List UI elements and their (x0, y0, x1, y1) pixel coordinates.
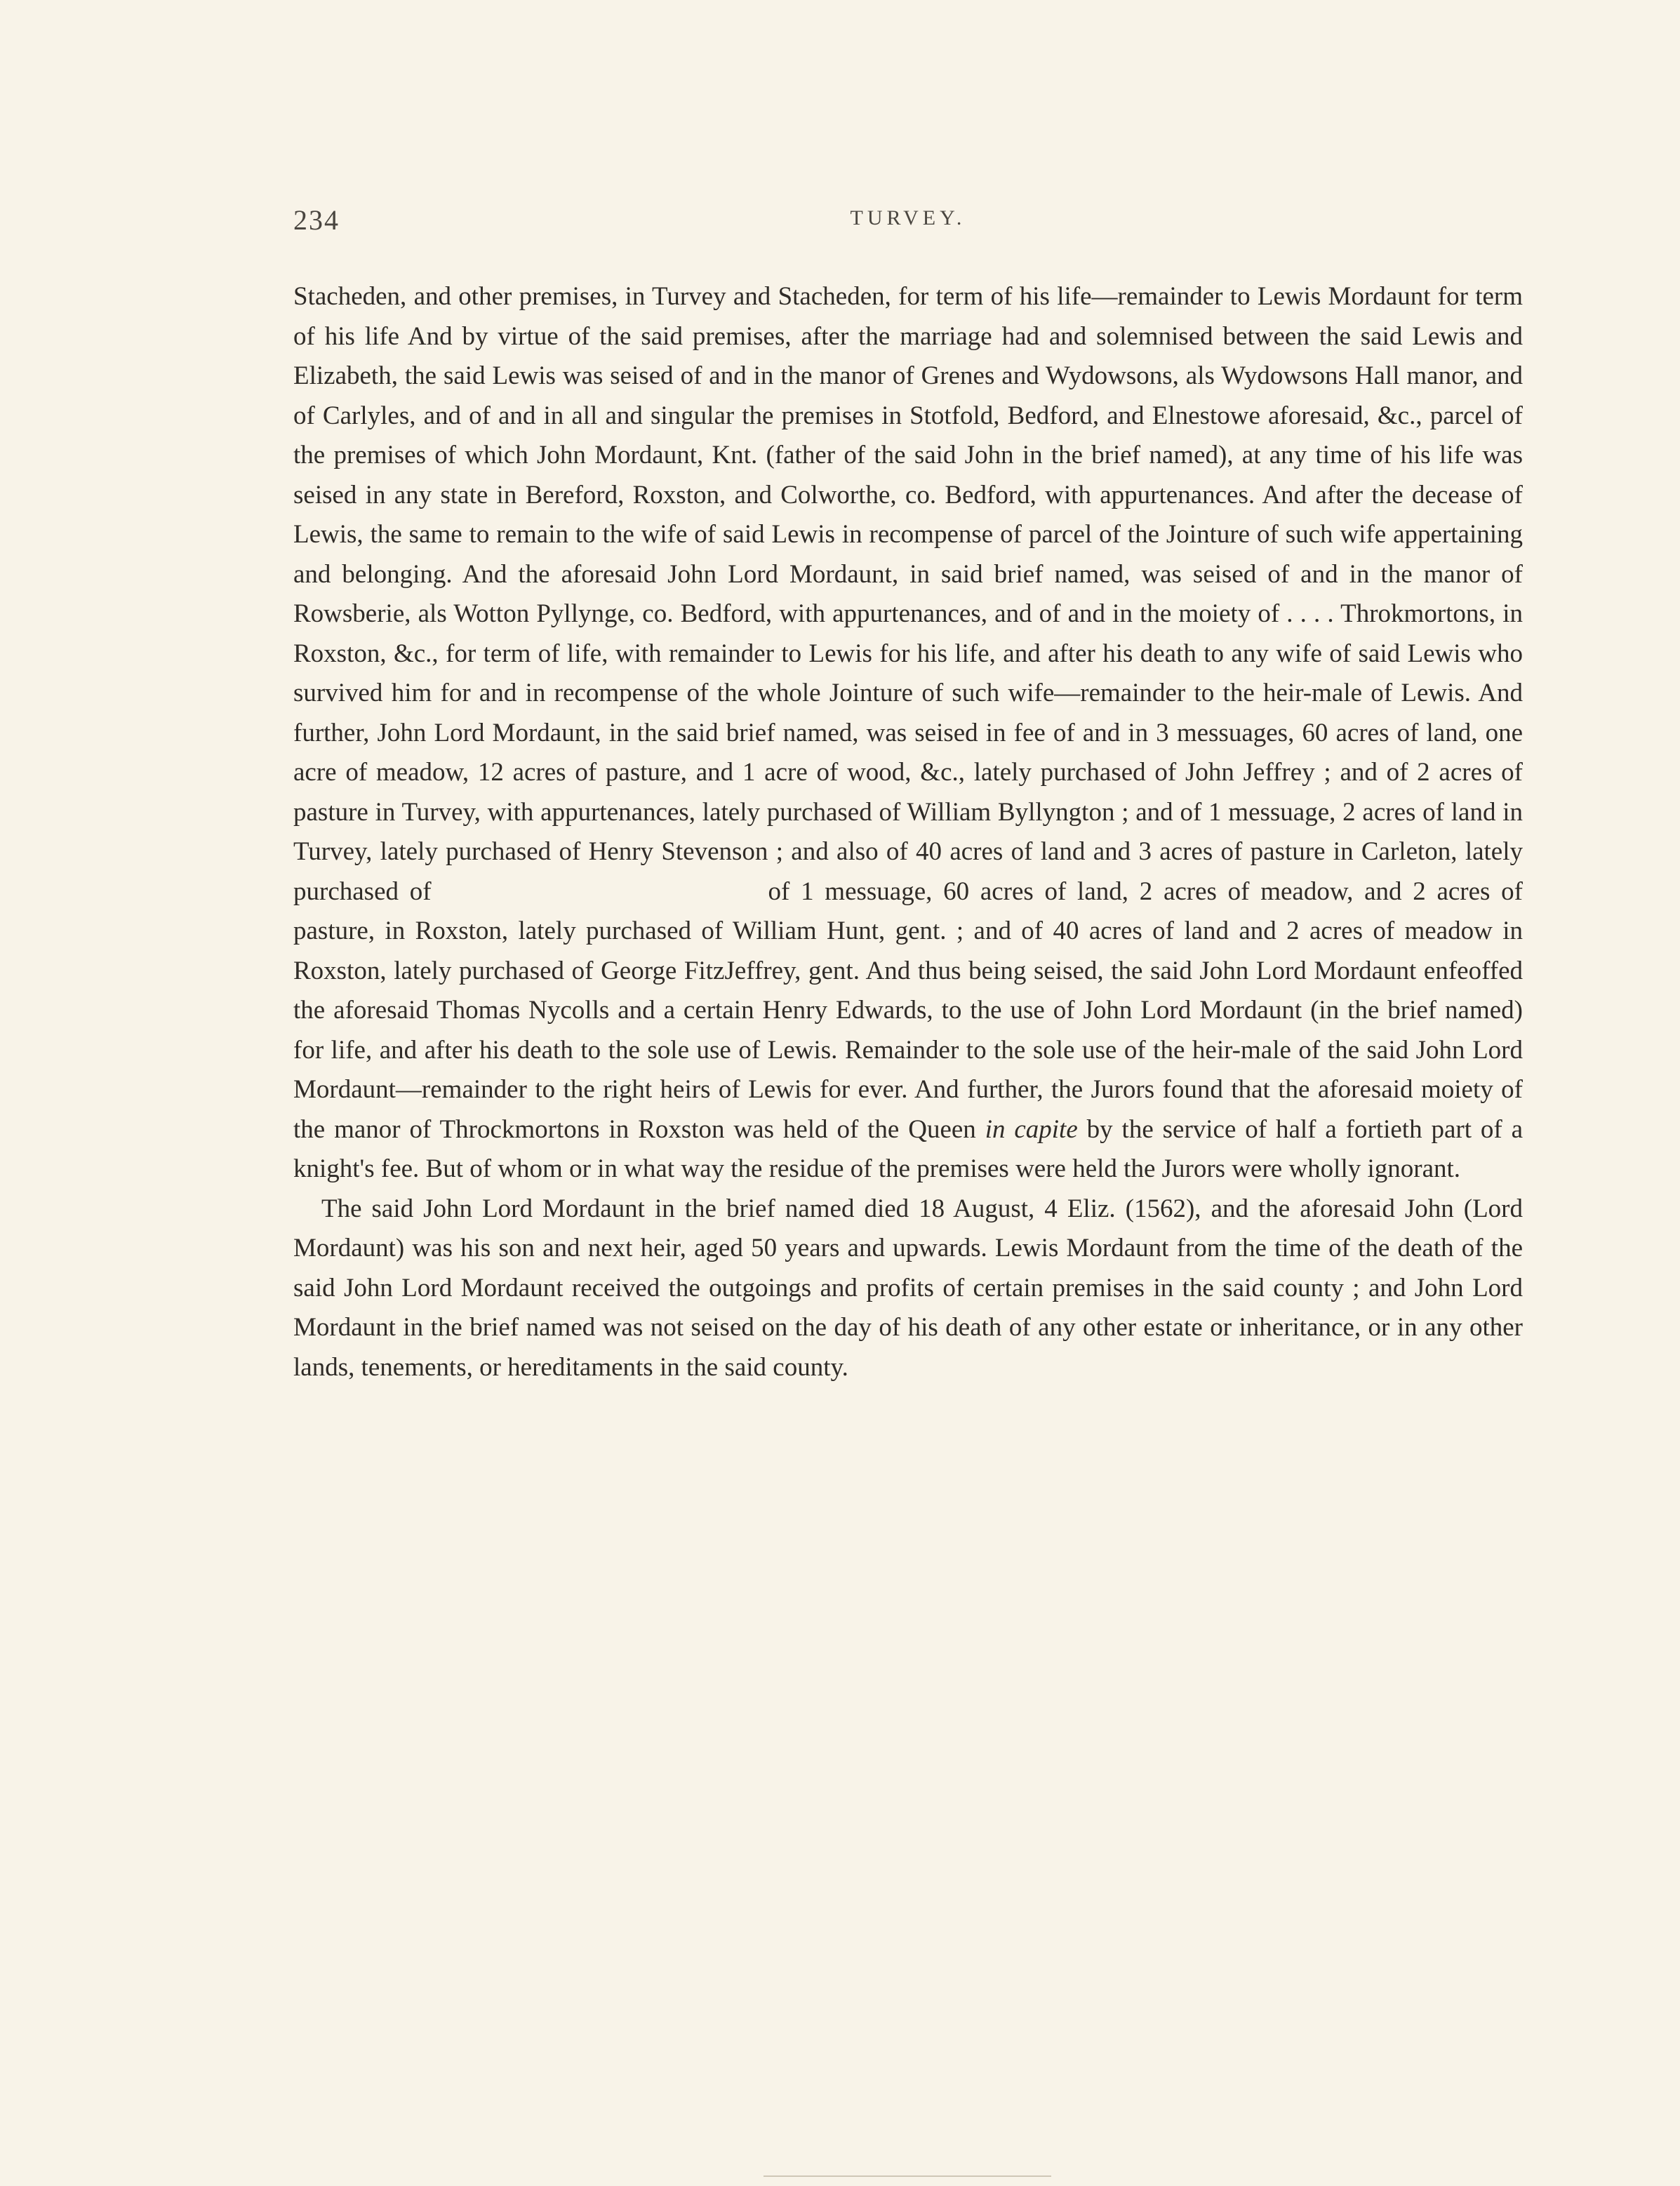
body-text (293, 277, 1523, 1387)
paragraph-1-part-2: of 1 messuage, 60 acres of land, 2 acres of meadow, and 2 acres of pasture, in Roxston, lately purchased of William Hunt, gent. ; and of 40 acres of land and 2 acres of meadow in Roxston, lately purchased of George FitzJeffrey, gent. And thus being seised, the said John Lord Mordaunt enfeoffed the aforesaid Thomas Nycolls and a certain Henry Edwards, to the use of John Lord Mordaunt (in the brief named) for life, and after his death to the sole use of Lewis. Remainder to the sole use of the heir-male of the said John Lord Mordaunt—remainder to the right heirs of Lewis for ever. And further, the Jurors found that the aforesaid moiety of the manor of Throckmortons in Roxston was held of the Queen (293, 877, 1523, 1144)
running-title: TURVEY. (850, 206, 966, 229)
paragraph-1-part-1: Stacheden, and other premises, in Turvey and Stacheden, for term of his life—remainder to Lewis Mordaunt for term of his life And by virtue of the said premises, after the marriage had and solemnised between the said Lewis and Elizabeth, the said Lewis was seised of and in the manor of Grenes and Wydowsons, als Wydowsons Hall manor, and of Carlyles, and of and in all and singular the premises in Stotfold, Bedford, and Elnestowe aforesaid, &c., parcel of the premises of which John Mordaunt, Knt. (father of the said John in the brief named), at any time of his life was seised in any state in Bereford, Roxston, and Colworthe, co. Bedford, with appurtenances. And after the decease of Lewis, the same to remain to the wife of said Lewis in recompense of parcel of the Jointure of such wife appertaining and belonging. And the aforesaid John Lord Mordaunt, in said brief named, was seised of and in the manor of Rowsberie, als Wotton Pyllynge, co. Bedford, with appurtenances, and of and in the moiety of . . . . Throkmortons, in Roxston, &c., for term of life, with remainder to Lewis for his life, and after his death to any wife of said Lewis who survived him for and in recompense of the whole Jointure of such wife—remainder to the heir-male of Lewis. And further, John Lord Mordaunt, in the said brief named, was seised in fee of and in 3 messuages, 60 acres of land, one acre of meadow, 12 acres of pasture, and 1 acre of wood, &c., lately purchased of John Jeffrey ; and of 2 acres of pasture in Turvey, with appurtenances, lately purchased of William Byllyngton ; and of 1 messuage, 2 acres of land in Turvey, lately purchased of Henry Stevenson ; and also of 40 acres of land and 3 acres of pasture in Carleton, lately purchased of (293, 282, 1523, 906)
paragraph-1 (293, 277, 1523, 1189)
running-head (293, 204, 1523, 246)
paragraph-1-part-3: by the service of half a fortieth part of a knight's fee. But of whom or in what way the residue of the premises were held the Jurors were wholly ignorant. (293, 1114, 1524, 1183)
paragraph-2: The said John Lord Mordaunt in the brief named died 18 August, 4 Eliz. (1562), and the aforesaid John (Lord Mordaunt) was his son and next heir, aged 50 years and upwards. Lewis Mordaunt from the time of the death of the said John Lord Mordaunt received the outgoings and profits of certain premises in the said county ; and John Lord Mordaunt in the brief named was not seised on the day of his death of any other estate or inheritance, or in any other lands, tenements, or hereditaments in the said county. (293, 1194, 1523, 1382)
closing-rule (764, 2175, 1051, 2177)
page-number: 234 (293, 204, 340, 236)
italic-phrase: in capite (985, 1114, 1078, 1144)
